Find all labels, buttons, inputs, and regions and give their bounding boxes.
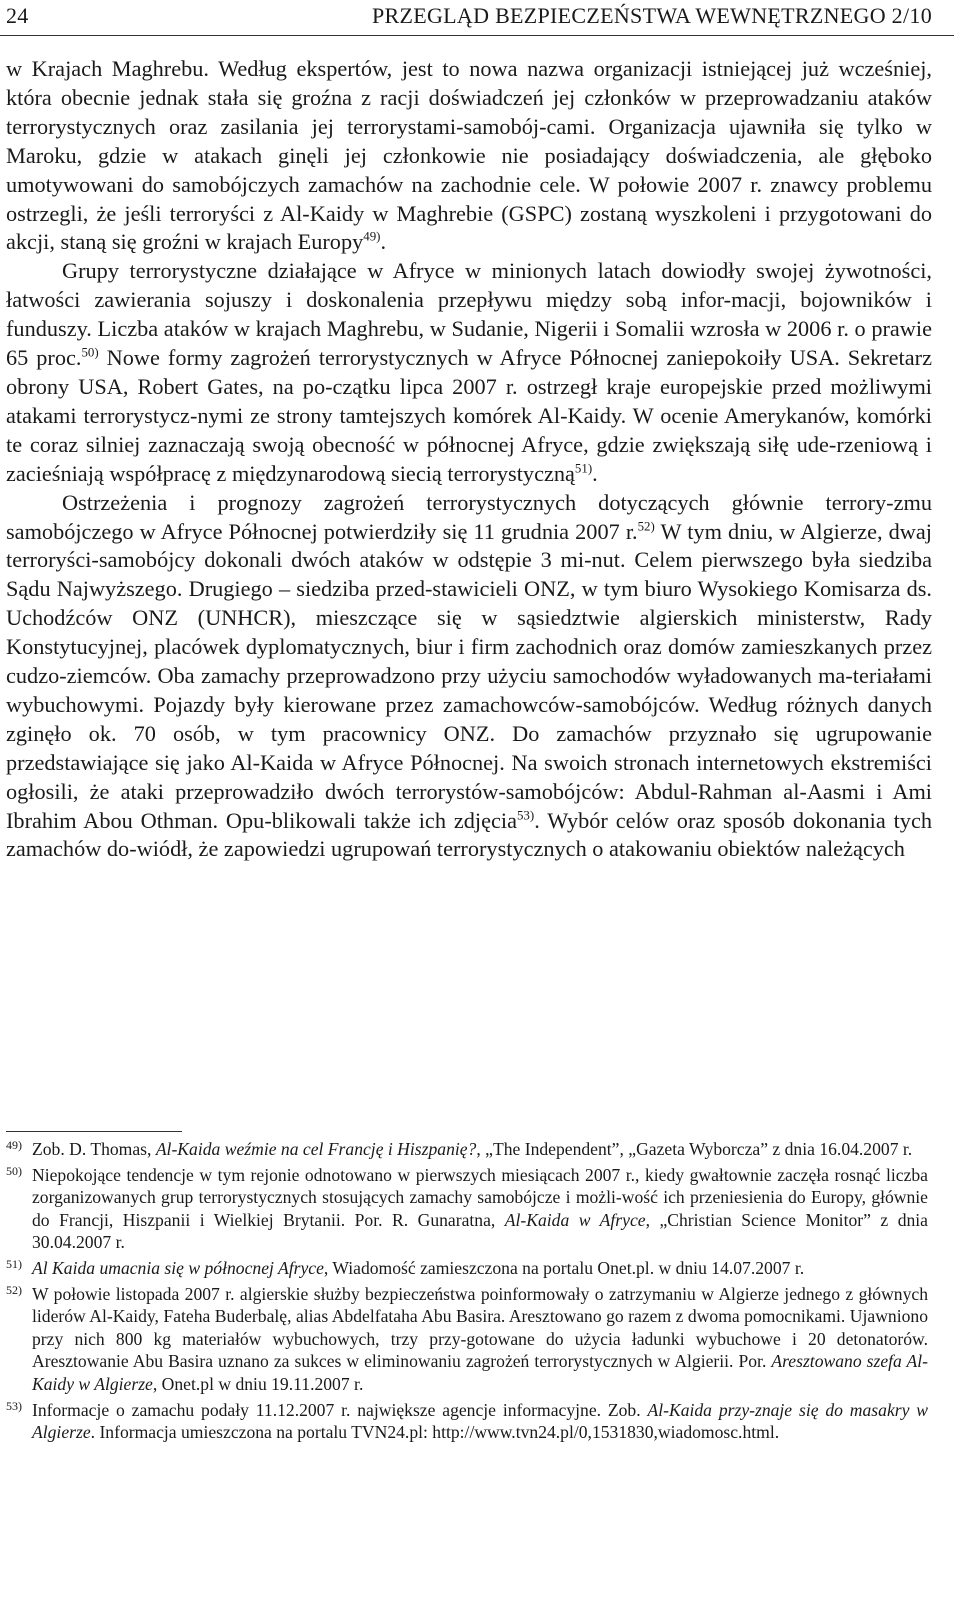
footnote-ref-53[interactable]: 53) bbox=[516, 807, 535, 823]
footnote-number: 52) bbox=[6, 1282, 22, 1297]
footnote-number: 50) bbox=[6, 1163, 22, 1178]
footnote-ref-49[interactable]: 49) bbox=[363, 229, 381, 245]
paragraph-2 bbox=[6, 257, 932, 488]
footnote-number: 51) bbox=[6, 1256, 22, 1271]
footnote-segment: , „The Independent”, „Gazeta Wyborcza” z dnia 16.04.2007 r. bbox=[476, 1139, 913, 1159]
footnote-separator bbox=[6, 1131, 182, 1132]
footnotes bbox=[6, 1138, 928, 1447]
body-text bbox=[6, 55, 932, 864]
footnote-number: 49) bbox=[6, 1138, 22, 1152]
footnote-title: Al-Kaida przy-znaje się do masakry w Algierze bbox=[32, 1399, 928, 1443]
running-title: PRZEGLĄD BEZPIECZEŃSTWA WEWNĘTRZNEGO 2/10 bbox=[371, 3, 932, 28]
paragraph-text: Grupy terrorystyczne działające w Afryce w minionych latach dowiodły swojej żywotności, łatwości zawierania sojuszy i doskonalenia przepływu między sobą infor-macji, bojowników i funduszy. Liczba ataków w krajach Maghrebu, w Sudanie, Nigerii i Somalii wzrosła w 2006 r. o prawie 65 proc. bbox=[6, 258, 932, 371]
footnote-segment: , „Christian Science Monitor” z dnia 30.04.2007 r. bbox=[32, 1209, 928, 1253]
paragraph-text: W tym dniu, w Algierze, dwaj terroryści-samobójcy dokonali dwóch ataków w odstępie 3 mi-nut. Celem pierwszego była siedziba Sądu Najwyższego. Drugiego – siedziba przed-stawicieli ONZ, w tym biuro Wysokiego Komisarza ds. Uchodźców ONZ (UNHCR), mieszczące się w sąsiedztwie algierskich ministerstw, Rady Konstytucyjnej, placówek dyplomatycznych, biur i firm zachodnich oraz domów zamieszkanych przez cudzo-ziemców. Oba zamachy przeprowadzono przy użyciu samochodów wyładowanych ma-teriałami wybuchowymi. Pojazdy były kierowane przez zamachowców-samobójców. Według różnych danych zginęło ok. 70 osób, w tym pracownicy ONZ. Do zamachów przyznało się ugrupowanie przedstawiające się jako Al-Kaida w Afryce Północnej. Na swoich stronach internetowych ekstremiści ogłosili, że ataki przeprowadziło dwóch terrorystów-samobójców: Abdul-Rahman al-Aasmi i Ami Ibrahim Abou Othman. Opu-blikowali także ich zdjęcia bbox=[6, 518, 932, 833]
footnote-segment: Informacje o zamachu podały 11.12.2007 r. największe agencje informacyjne. Zob. bbox=[32, 1399, 648, 1420]
footnote-52 bbox=[6, 1283, 928, 1396]
footnote-title: Aresztowano szefa Al-Kaidy w Algierze bbox=[32, 1351, 928, 1394]
footnote-text bbox=[32, 1164, 928, 1254]
paragraph-text: w Krajach Maghrebu. Według ekspertów, jest to nowa nazwa organizacji istniejącej już wcześniej, która obecnie jednak stała się groźna z racji doświadczeń jej członków w przeprowadzaniu ataków terrorystycznych oraz zasilania jej terrorystami-samobój-cami. Organizacja ujawniła się tylko w Maroku, gdzie w atakach ginęli jej członkowie nie posiadający doświadczenia, ale głęboko umotywowani do samobójczych zamachów na zachodnie cele. W połowie 2007 r. znawcy problemu ostrzegli, że jeśli terroryści z Al-Kaidy w Maghrebie (GSPC) zostaną wyszkoleni i przygotowani do akcji, staną się groźni w krajach Europy bbox=[6, 56, 932, 255]
paragraph-text: Ostrzeżenia i prognozy zagrożeń terrorystycznych dotyczących głównie terrory-zmu samobójczego w Afryce Północnej potwierdziły się 11 grudnia 2007 r. bbox=[6, 489, 932, 544]
paragraph-text: . bbox=[380, 229, 387, 255]
paragraph-text: . Wybór celów oraz sposób dokonania tych zamachów do-wiódł, że zapowiedzi ugrupowań terrorystycznych o atakowaniu obiektów należących bbox=[6, 807, 932, 862]
footnote-segment: , Onet.pl w dniu 19.11.2007 r. bbox=[152, 1373, 364, 1394]
footnote-title: Al-Kaida w Afryce bbox=[504, 1209, 646, 1230]
footnote-ref-52[interactable]: 52) bbox=[637, 518, 655, 534]
paragraph-3 bbox=[6, 489, 932, 865]
footnote-number: 53) bbox=[6, 1398, 22, 1413]
footnote-51 bbox=[6, 1257, 928, 1280]
footnote-text bbox=[32, 1138, 928, 1161]
footnote-segment: W połowie listopada 2007 r. algierskie służby bezpieczeństwa poinformowały o zatrzymaniu w Algierze jednego z głównych liderów Al-Kaidy, Fateha Buderbalę, alias Abdelfataha Abu Basira. Aresztowano go razem z dwoma pomocnikami. Ujawniono przy nich 800 kg materiałów wybuchowych, trzy przy-gotowane do użycia ładunki wybuchowe i 20 detonatorów. Aresztowanie Abu Basira uznano za sukces w eliminowaniu zagrożeń terrorystycznych w Algierii. Por. bbox=[32, 1283, 928, 1372]
footnote-segment: Niepokojące tendencje w tym rejonie odnotowano w pierwszych miesiącach 2007 r., kiedy gwałtownie zaczęła rosnąć liczba zorganizowanych grup terrorystycznych stosujących zamachy samobójcze i możli-wość ich przeniesienia do Europy, głównie do Francji, Hiszpanii i Wielkiej Brytanii. Por. R. Gunaratna, bbox=[32, 1164, 928, 1230]
header-rule bbox=[0, 35, 954, 36]
paragraph-text: . bbox=[592, 460, 598, 486]
paragraph-1 bbox=[6, 55, 932, 257]
footnote-text bbox=[32, 1257, 928, 1280]
footnote-segment: , Wiadomość zamieszczona na portalu Onet.pl. w dniu 14.07.2007 r. bbox=[323, 1257, 805, 1278]
footnote-segment: . Informacja umieszczona na portalu TVN24.pl: http://www.tvn24.pl/0,1531830,wiadomosc.html. bbox=[90, 1422, 780, 1443]
page-number: 24 bbox=[6, 3, 29, 28]
footnote-text bbox=[32, 1399, 928, 1444]
footnote-50 bbox=[6, 1164, 928, 1254]
page-header bbox=[0, 0, 960, 44]
footnote-49 bbox=[6, 1138, 928, 1161]
footnote-53 bbox=[6, 1399, 928, 1444]
footnote-ref-51[interactable]: 51) bbox=[574, 460, 593, 476]
footnote-title: Al Kaida umacnia się w północnej Afryce bbox=[32, 1257, 324, 1278]
footnote-text bbox=[32, 1283, 928, 1396]
footnote-segment: Zob. D. Thomas, bbox=[32, 1139, 156, 1159]
footnote-ref-50[interactable]: 50) bbox=[81, 344, 99, 360]
footnote-title: Al-Kaida weźmie na cel Francję i Hiszpanię? bbox=[155, 1139, 477, 1159]
paragraph-text: Nowe formy zagrożeń terrorystycznych w Afryce Północnej zaniepokoiły USA. Sekretarz obrony USA, Robert Gates, na po-czątku lipca 2007 r. ostrzegł kraje europejskie przed możliwymi atakami terrorystycz-nymi ze strony tamtejszych komórek Al-Kaidy. W ocenie Amerykanów, komórki te coraz silniej zaznaczają swoją obecność w północnej Afryce, gdzie zwiększają siłę ude-rzeniową i zacieśniają współpracę z międzynarodową siecią terrorystyczną bbox=[6, 345, 932, 486]
